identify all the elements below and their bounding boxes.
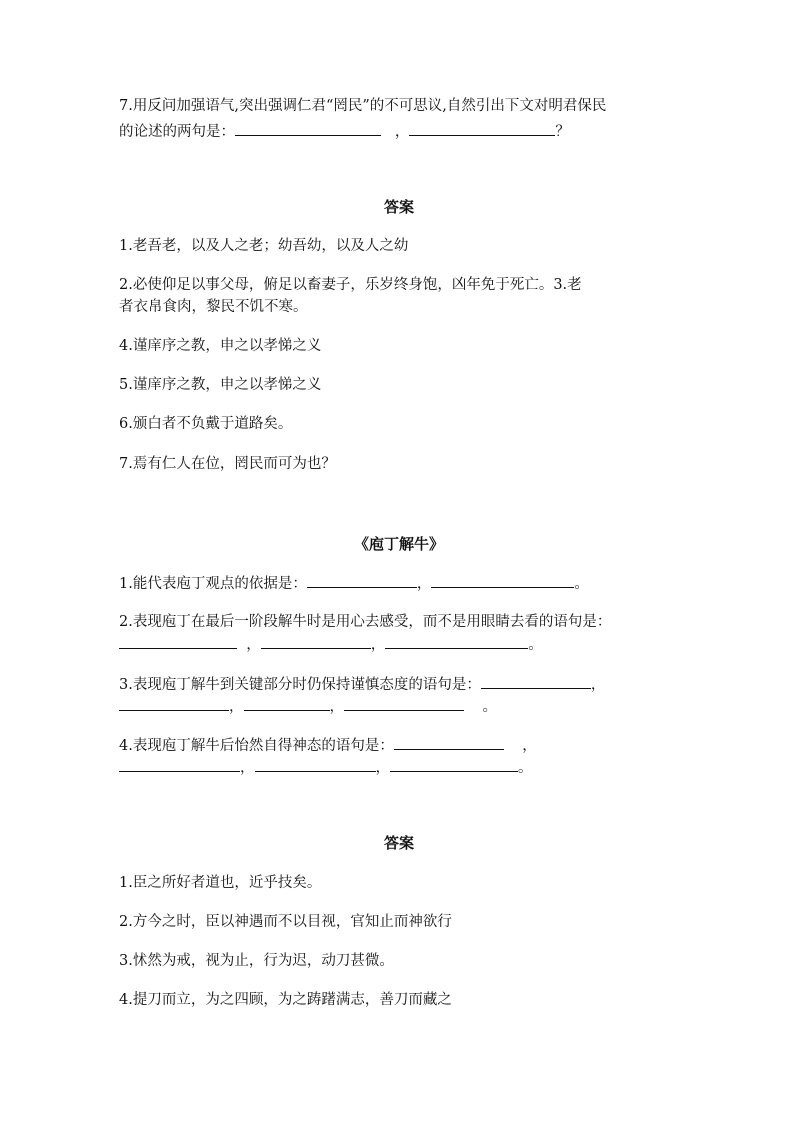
s2-q4-comma-1: ， (522, 738, 537, 754)
answer1-2-line2: 者衣帛食肉，黎民不饥不寒。 (119, 299, 308, 315)
s2-q3-blank-3[interactable] (244, 696, 330, 711)
s2-q3-line2 (119, 696, 497, 717)
s2-q1-blank-2[interactable] (431, 573, 574, 588)
s2-q2-blanks (119, 634, 543, 655)
s2-q2-period: 。 (528, 637, 543, 653)
s2-q4-blank-2[interactable] (119, 757, 240, 772)
s2-q4-comma-2: ， (240, 760, 255, 776)
s2-q3-comma-2: ， (229, 699, 244, 715)
q7-prefix: 的论述的两句是： (119, 124, 235, 140)
s2-q2-text: 2.表现庖丁在最后一阶段解牛时是用心去感受，而不是用眼睛去看的语句是： (119, 614, 612, 630)
answer1-7: 7.焉有仁人在位，罔民而可为也？ (119, 456, 336, 472)
s2-q3-comma-3: ， (329, 699, 344, 715)
answer2-4: 4.提刀而立，为之四顾，为之踌躇满志，善刀而藏之 (119, 992, 452, 1008)
s2-q3-blank-4[interactable] (344, 696, 464, 711)
q7-end: ？ (555, 124, 570, 140)
s2-q3-text: 3.表现庖丁解牛到关键部分时仍保持谨慎态度的语句是： (119, 677, 481, 693)
s2-q2-blank-2[interactable] (261, 634, 371, 649)
s2-q1-comma: ， (416, 576, 432, 592)
q7-blank-2[interactable] (409, 121, 555, 136)
s2-q4-blank-1[interactable] (394, 735, 504, 750)
answer1-1: 1.老吾老，以及人之老；幼吾幼，以及人之幼 (119, 238, 409, 254)
answers2-heading: 答案 (383, 834, 414, 852)
s2-q3-line1 (119, 674, 605, 695)
s2-q2-comma-1: ， (246, 637, 261, 653)
q7-line1: 7.用反问加强语气,突出强调仁君“罔民”的不可思议,自然引出下文对明君保民 (119, 98, 607, 114)
s2-q4-text: 4.表现庖丁解牛后怡然自得神态的语句是： (119, 738, 394, 754)
answer2-3: 3.怵然为戒，视为止，行为迟，动刀甚微。 (119, 953, 394, 969)
answer1-6: 6.颁白者不负戴于道路矣。 (119, 416, 293, 432)
answer2-1: 1.臣之所好者道也，近乎技矣。 (119, 875, 322, 891)
s2-q3-period: 。 (482, 699, 497, 715)
section2-title: 《庖丁解牛》 (353, 535, 444, 553)
s2-q1-blank-1[interactable] (307, 573, 417, 588)
s2-q4-line1 (119, 735, 537, 756)
s2-q3-blank-1[interactable] (481, 674, 591, 689)
s2-q1-period: 。 (574, 576, 589, 592)
answer1-5: 5.谨庠序之教，申之以孝悌之义 (119, 377, 322, 393)
s2-q4-blank-4[interactable] (390, 757, 518, 772)
answer1-4: 4.谨庠序之教，申之以孝悌之义 (119, 338, 322, 354)
s2-q2-blank-3[interactable] (385, 634, 528, 649)
s2-q1 (119, 573, 589, 594)
s2-q1-text: 1.能代表庖丁观点的依据是： (119, 576, 307, 592)
q7-blank-1[interactable] (235, 121, 381, 136)
answer1-2-line1: 2.必使仰足以事父母，俯足以畜妻子，乐岁终身饱，凶年免于死亡。3.老 (119, 277, 582, 293)
answer2-2: 2.方今之时，臣以神遇而不以目视，官知止而神欲行 (119, 914, 452, 930)
q7-line2 (119, 121, 570, 142)
s2-q3-blank-2[interactable] (119, 696, 229, 711)
q7-sep: ， (394, 124, 410, 140)
s2-q4-comma-3: ， (375, 760, 390, 776)
s2-q2-blank-1[interactable] (119, 634, 237, 649)
answers1-heading: 答案 (383, 198, 414, 216)
s2-q3-comma-1: ， (590, 677, 606, 693)
s2-q4-line2 (119, 757, 533, 778)
s2-q2-comma-2: ， (370, 637, 386, 653)
s2-q4-blank-3[interactable] (255, 757, 376, 772)
s2-q4-period: 。 (518, 760, 533, 776)
